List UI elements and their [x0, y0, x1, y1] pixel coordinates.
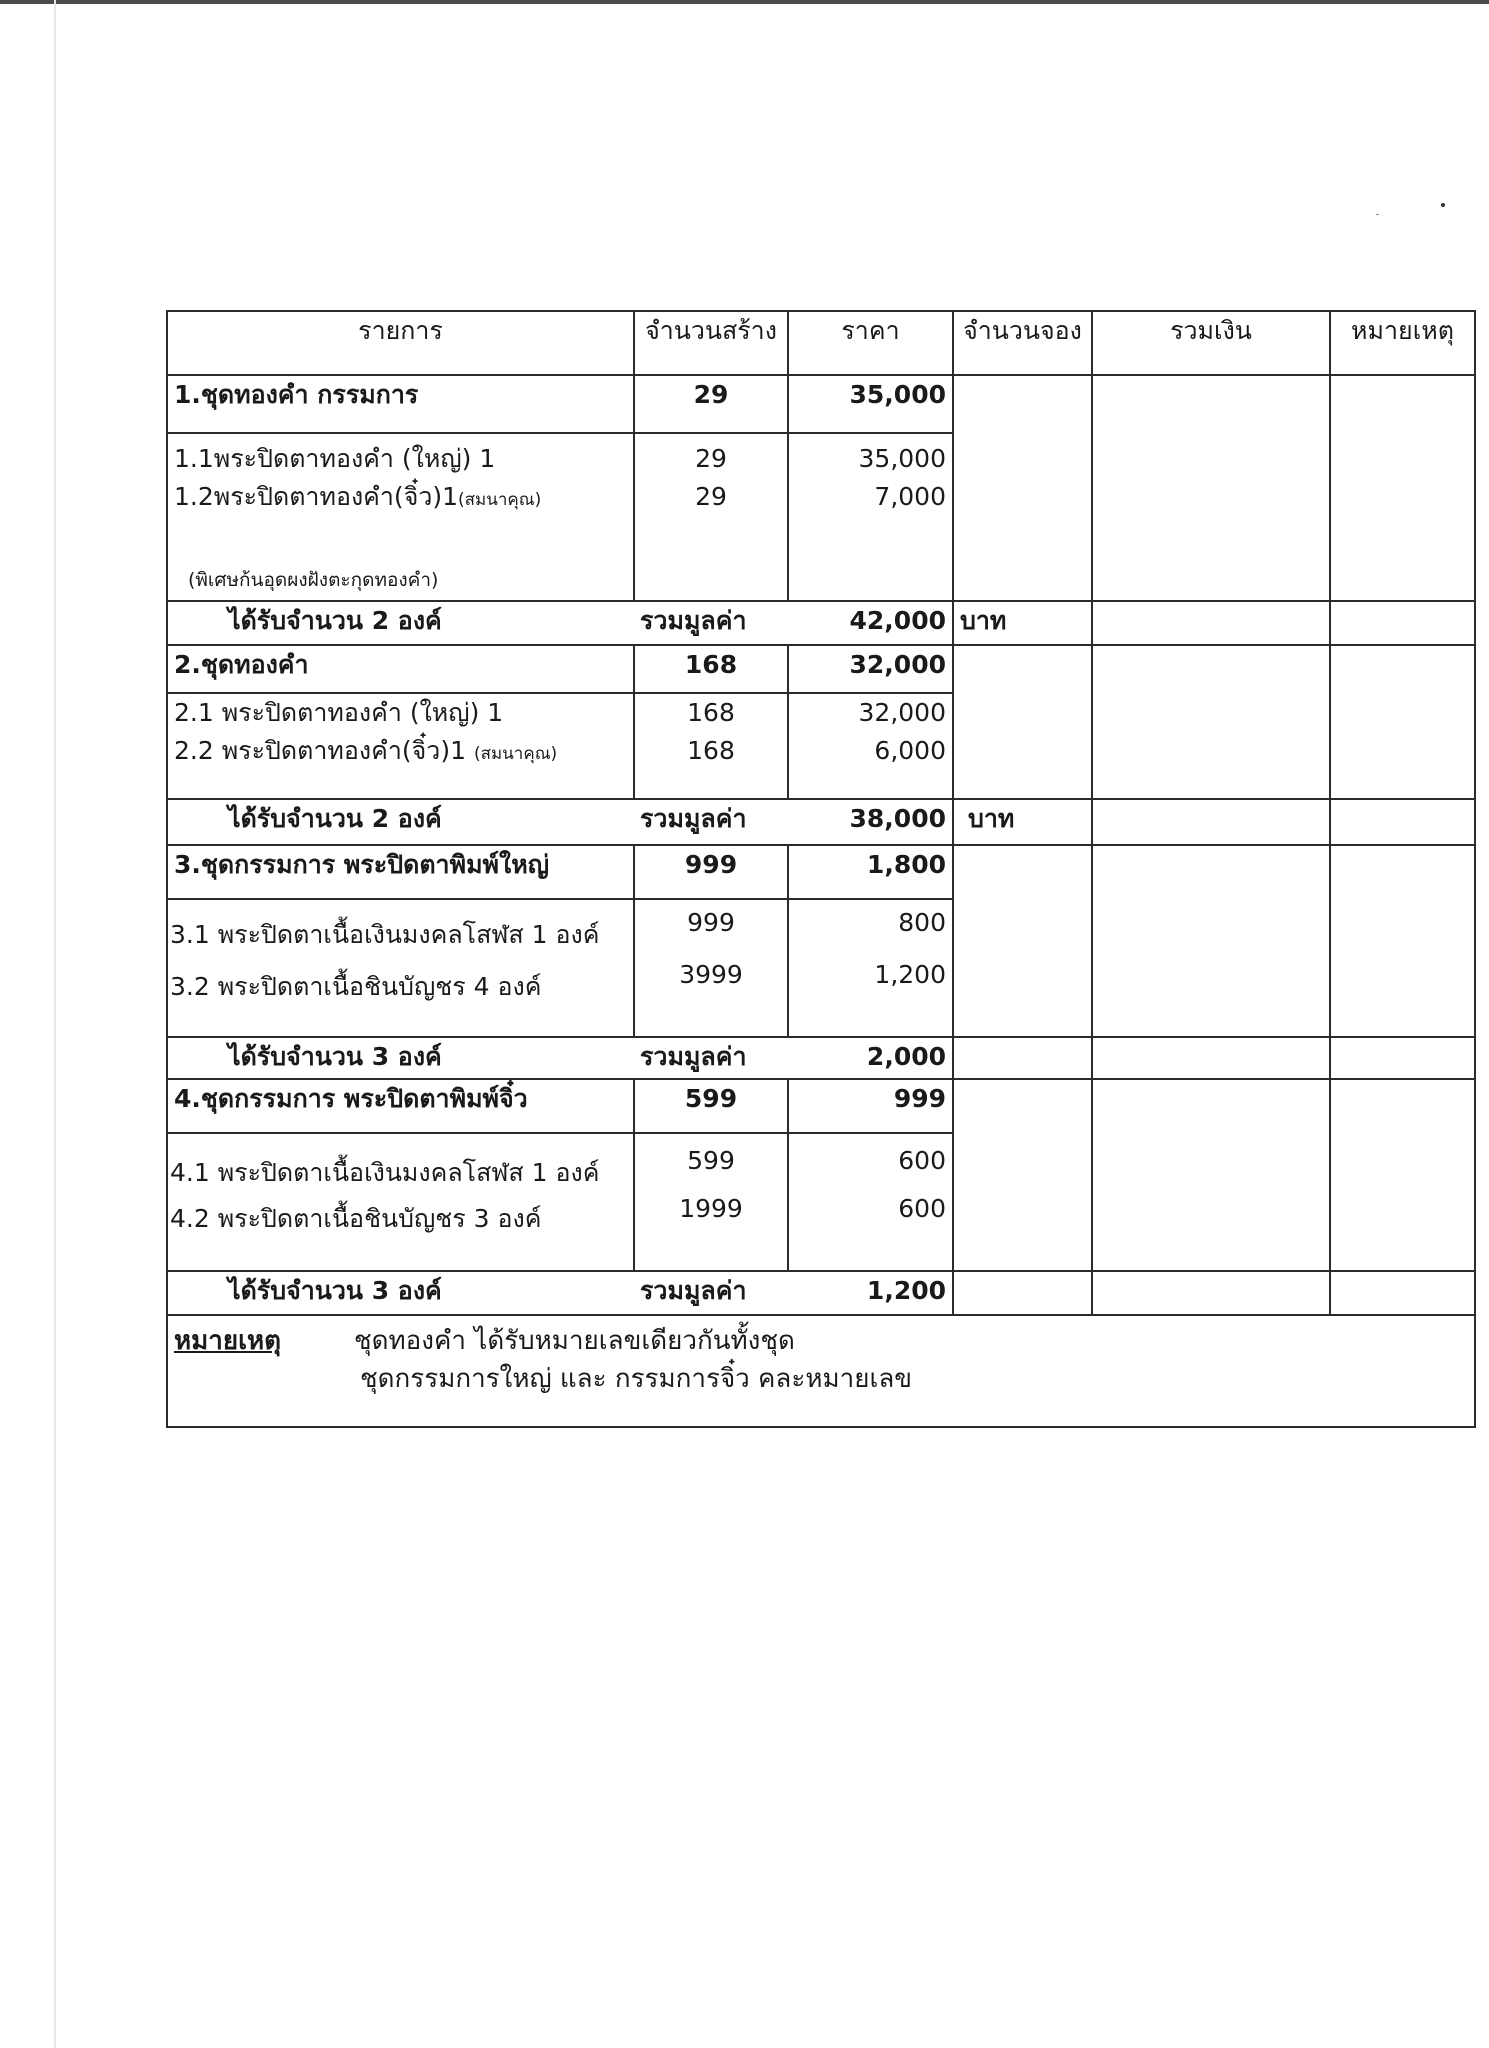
remark-cell: [1330, 1079, 1475, 1271]
item-price: 7,000: [874, 482, 946, 511]
group-built: 29: [634, 375, 788, 433]
header-item: รายการ: [167, 311, 634, 375]
total-cell: [1092, 845, 1330, 1037]
item-built-cell: [634, 899, 788, 1037]
item-name: 1.2พระปิดตาทองคำ(จิ๋ว)1: [174, 482, 459, 511]
remark-cell: [1330, 375, 1475, 601]
summary-unit: บาท: [953, 601, 1092, 645]
item-price: 600: [898, 1146, 946, 1175]
group-price: 999: [788, 1079, 953, 1133]
item-built: 29: [695, 444, 727, 473]
item-built-cell: [634, 433, 788, 601]
reserved-cell: [953, 845, 1092, 1037]
item-names-cell: [167, 693, 634, 799]
item-built-cell: [634, 693, 788, 799]
remarks-title: หมายเหตุ: [174, 1326, 282, 1356]
reserved-cell: [953, 375, 1092, 601]
group-price: 35,000: [788, 375, 953, 433]
summary-received: ได้รับจำนวน 2 องค์: [167, 601, 634, 645]
summary-row: [167, 1271, 1475, 1315]
item-price: 1,200: [874, 960, 946, 989]
header-price: ราคา: [788, 311, 953, 375]
group-built: 999: [634, 845, 788, 899]
table-header-row: [167, 311, 1475, 375]
summary-label: รวมมูลค่า: [634, 1037, 788, 1079]
group-built: 168: [634, 645, 788, 693]
total-cell: [1092, 1037, 1330, 1079]
scan-edge-top: [0, 0, 1489, 4]
item-price: 6,000: [874, 736, 946, 765]
summary-received: ได้รับจำนวน 2 องค์: [167, 799, 634, 845]
group-price: 1,800: [788, 845, 953, 899]
summary-label: รวมมูลค่า: [634, 1271, 788, 1315]
group-title-row: [167, 845, 1475, 899]
remark-cell: [1330, 799, 1475, 845]
group-title-row: [167, 645, 1475, 693]
item-name-line: [174, 478, 627, 519]
item-price: 35,000: [858, 444, 946, 473]
item-built: 168: [687, 736, 735, 765]
item-built: 168: [687, 698, 735, 727]
item-price-cell: [788, 1133, 953, 1271]
item-name-line: [174, 732, 627, 773]
scan-speck: [1441, 203, 1445, 207]
total-cell: [1092, 1079, 1330, 1271]
item-price: 32,000: [858, 698, 946, 727]
total-cell: [1092, 645, 1330, 799]
group-price: 32,000: [788, 645, 953, 693]
remark-cell: [1330, 845, 1475, 1037]
summary-unit: [953, 1037, 1092, 1079]
remark-cell: [1330, 1271, 1475, 1315]
item-name: 4.2 พระปิดตาเนื้อชินบัญชร 3 องค์: [170, 1204, 542, 1233]
total-cell: [1092, 375, 1330, 601]
item-name: 1.1พระปิดตาทองคำ (ใหญ่) 1: [174, 444, 496, 473]
item-built-cell: [634, 1133, 788, 1271]
group-title: 4.ชุดกรรมการ พระปิดตาพิมพ์จิ๋ว: [167, 1079, 634, 1133]
summary-value: 2,000: [788, 1037, 953, 1079]
summary-row: [167, 799, 1475, 845]
item-suffix: (สมนาคุณ): [458, 490, 542, 510]
group-title: 3.ชุดกรรมการ พระปิดตาพิมพ์ใหญ่: [167, 845, 634, 899]
group-built: 599: [634, 1079, 788, 1133]
item-price-cell: [788, 433, 953, 601]
summary-value: 38,000: [788, 799, 953, 845]
item-name: 2.1 พระปิดตาทองคำ (ใหญ่) 1: [174, 698, 504, 727]
group-title-row: [167, 1079, 1475, 1133]
item-price: 800: [898, 908, 946, 937]
total-cell: [1092, 799, 1330, 845]
remarks-cell: [167, 1315, 1475, 1427]
item-names-cell: [167, 899, 634, 1037]
total-cell: [1092, 601, 1330, 645]
item-names-cell: [167, 1133, 634, 1271]
reserved-cell: [953, 1079, 1092, 1271]
item-name: 2.2 พระปิดตาทองคำ(จิ๋ว)1: [174, 736, 466, 765]
group-title: 2.ชุดทองคำ: [167, 645, 634, 693]
item-built: 29: [695, 482, 727, 511]
header-total: รวมเงิน: [1092, 311, 1330, 375]
item-built: 3999: [679, 960, 743, 989]
group-title: 1.ชุดทองคำ กรรมการ: [167, 375, 634, 433]
remarks-row: [167, 1315, 1475, 1427]
remark-cell: [1330, 645, 1475, 799]
header-reserved: จำนวนจอง: [953, 311, 1092, 375]
remarks-line-1: [174, 1322, 1468, 1360]
summary-row: [167, 601, 1475, 645]
summary-unit: [953, 1271, 1092, 1315]
item-price-cell: [788, 693, 953, 799]
remark-cell: [1330, 601, 1475, 645]
group-note: (พิเศษก้นอุดผงฝังตะกุดทองคำ): [188, 569, 439, 591]
reserved-cell: [953, 645, 1092, 799]
item-name: 3.2 พระปิดตาเนื้อชินบัญชร 4 องค์: [170, 972, 542, 1001]
summary-received: ได้รับจำนวน 3 องค์: [167, 1037, 634, 1079]
summary-label: รวมมูลค่า: [634, 601, 788, 645]
item-built: 1999: [679, 1194, 743, 1223]
summary-value: 1,200: [788, 1271, 953, 1315]
summary-label: รวมมูลค่า: [634, 799, 788, 845]
remarks-line-2: ชุดกรรมการใหญ่ และ กรรมการจิ๋ว คละหมายเลข: [360, 1364, 913, 1394]
item-built: 999: [687, 908, 735, 937]
scan-speck: [1376, 214, 1379, 215]
item-suffix: (สมนาคุณ): [473, 744, 558, 764]
total-cell: [1092, 1271, 1330, 1315]
remark-cell: [1330, 1037, 1475, 1079]
summary-received: ได้รับจำนวน 3 องค์: [167, 1271, 634, 1315]
price-table: [166, 310, 1476, 1428]
item-built: 599: [687, 1146, 735, 1175]
item-price: 600: [898, 1194, 946, 1223]
summary-row: [167, 1037, 1475, 1079]
header-built: จำนวนสร้าง: [634, 311, 788, 375]
header-remark: หมายเหตุ: [1330, 311, 1475, 375]
group-title-row: [167, 375, 1475, 433]
summary-value: 42,000: [788, 601, 953, 645]
item-names-cell: [167, 433, 634, 601]
scan-edge-left: [54, 0, 56, 2048]
summary-unit: บาท: [953, 799, 1092, 845]
item-name: 3.1 พระปิดตาเนื้อเงินมงคลโสฬส 1 องค์: [170, 920, 600, 949]
item-price-cell: [788, 899, 953, 1037]
remarks-text: ชุดทองคำ ได้รับหมายเลขเดียวกันทั้งชุด: [354, 1326, 795, 1356]
item-name: 4.1 พระปิดตาเนื้อเงินมงคลโสฬส 1 องค์: [170, 1158, 600, 1187]
